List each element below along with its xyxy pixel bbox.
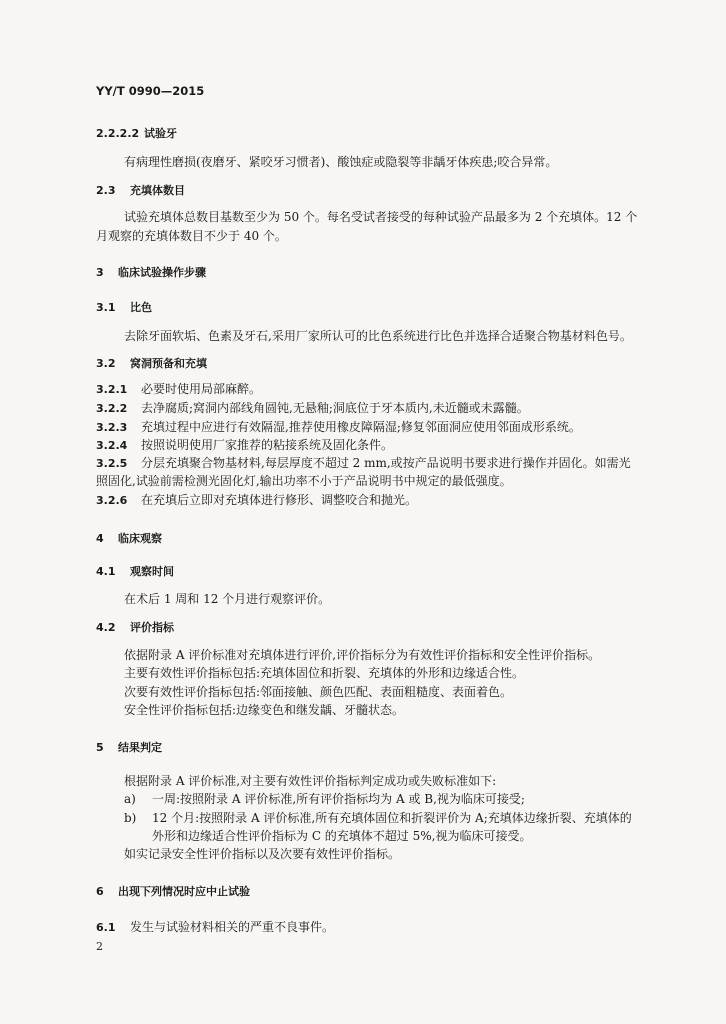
section-title: 试验牙	[144, 127, 177, 140]
section-heading	[96, 739, 162, 756]
paragraph-line: 根据附录 A 评价标准,对主要有效性评价指标判定成功或失败标准如下:	[124, 774, 497, 788]
section-heading	[96, 355, 207, 372]
paragraph-line: 月观察的充填体数目不少于 40 个。	[96, 229, 287, 243]
clause-number: 3.2.6	[96, 494, 128, 507]
clause-text: 必要时使用局部麻醉。	[141, 382, 262, 396]
section-number: 3	[96, 266, 104, 279]
section-number: 2.3	[96, 184, 116, 197]
list-text: 一周:按照附录 A 评价标准,所有评价指标均为 A 或 B,视为临床可接受;	[152, 792, 525, 806]
clause-number: 3.2.5	[96, 457, 128, 470]
paragraph-line: 在术后 1 周和 12 个月进行观察评价。	[124, 592, 331, 606]
section-number: 2.2.2.2	[96, 127, 140, 140]
clause	[96, 381, 261, 398]
clause-text: 去净腐质;窝洞内部线角圆钝,无悬釉;洞底位于牙本质内,未近髓或未露髓。	[141, 401, 529, 415]
clause-number: 6.1	[96, 921, 116, 934]
paragraph-line: 有病理性磨损(夜磨牙、紧咬牙习惯者)、酸蚀症或隐裂等非龋牙体疾患;咬合异常。	[124, 155, 558, 169]
section-heading	[96, 619, 174, 636]
section-title: 窝洞预备和充填	[130, 357, 207, 370]
section-title: 临床试验操作步骤	[118, 266, 206, 279]
standard-code: YY/T 0990—2015	[96, 84, 205, 98]
section-number: 3.2	[96, 357, 116, 370]
paragraph-line: 外形和边缘适合性评价指标为 C 的充填体不超过 5%,视为临床可接受。	[152, 829, 532, 843]
clause-number: 3.2.2	[96, 402, 128, 415]
clause-number: 3.2.4	[96, 439, 128, 452]
clause-text: 充填过程中应进行有效隔湿,推荐使用橡皮障隔湿;修复邻面洞应使用邻面成形系统。	[141, 420, 581, 434]
list-item	[124, 810, 632, 826]
clause-text: 分层充填聚合物基材料,每层厚度不超过 2 mm,或按产品说明书要求进行操作并固化。如需光	[141, 456, 631, 470]
section-title: 充填体数目	[130, 184, 185, 197]
section-heading	[96, 182, 185, 199]
section-number: 4.2	[96, 621, 116, 634]
clause-text: 在充填后立即对充填体进行修形、调整咬合和抛光。	[141, 493, 418, 507]
section-title: 结果判定	[118, 741, 162, 754]
section-number: 6	[96, 885, 104, 898]
section-number: 4	[96, 532, 104, 545]
paragraph-line: 如实记录安全性评价指标以及次要有效性评价指标。	[124, 847, 401, 861]
paragraph-line: 次要有效性评价指标包括:邻面接触、颜色匹配、表面粗糙度、表面着色。	[124, 685, 513, 699]
section-heading	[96, 125, 177, 142]
section-heading	[96, 264, 206, 281]
list-text: 12 个月:按照附录 A 评价标准,所有充填体固位和折裂评价为 A;充填体边缘折裂、充填体的	[152, 811, 632, 825]
section-title: 临床观察	[118, 532, 162, 545]
paragraph-line: 依据附录 A 评价标准对充填体进行评价,评价指标分为有效性评价指标和安全性评价指标。	[124, 648, 601, 662]
section-heading	[96, 883, 250, 900]
section-title: 比色	[130, 301, 152, 314]
section-number: 4.1	[96, 565, 116, 578]
clause	[96, 455, 631, 472]
section-heading	[96, 563, 174, 580]
section-title: 观察时间	[130, 565, 174, 578]
paragraph-line: 安全性评价指标包括:边缘变色和继发龋、牙髓状态。	[124, 703, 405, 717]
clause-text: 发生与试验材料相关的严重不良事件。	[130, 920, 335, 934]
section-number: 5	[96, 741, 104, 754]
clause	[96, 400, 529, 417]
clause	[96, 919, 334, 936]
list-label: a)	[124, 792, 136, 806]
clause-number: 3.2.3	[96, 421, 128, 434]
clause	[96, 492, 417, 509]
clause	[96, 437, 393, 454]
paragraph-line: 去除牙面软垢、色素及牙石,采用厂家所认可的比色系统进行比色并选择合适聚合物基材料色号。	[124, 329, 632, 343]
page-number: 2	[96, 940, 103, 953]
section-heading	[96, 530, 162, 547]
clause-number: 3.2.1	[96, 383, 128, 396]
list-label: b)	[124, 811, 137, 825]
paragraph-line: 主要有效性评价指标包括:充填体固位和折裂、充填体的外形和边缘适合性。	[124, 666, 525, 680]
clause-text: 按照说明使用厂家推荐的粘接系统及固化条件。	[141, 438, 394, 452]
clause	[96, 419, 581, 436]
paragraph-line: 试验充填体总数目基数至少为 50 个。每名受试者接受的每种试验产品最多为 2 个充填体。12 个	[124, 210, 638, 224]
paragraph-line: 照固化,试验前需检测光固化灯,输出功率不小于产品说明书中规定的最低强度。	[96, 474, 512, 488]
list-item	[124, 791, 525, 807]
section-number: 3.1	[96, 301, 116, 314]
section-heading	[96, 299, 152, 316]
section-title: 评价指标	[130, 621, 174, 634]
section-title: 出现下列情况时应中止试验	[118, 885, 250, 898]
